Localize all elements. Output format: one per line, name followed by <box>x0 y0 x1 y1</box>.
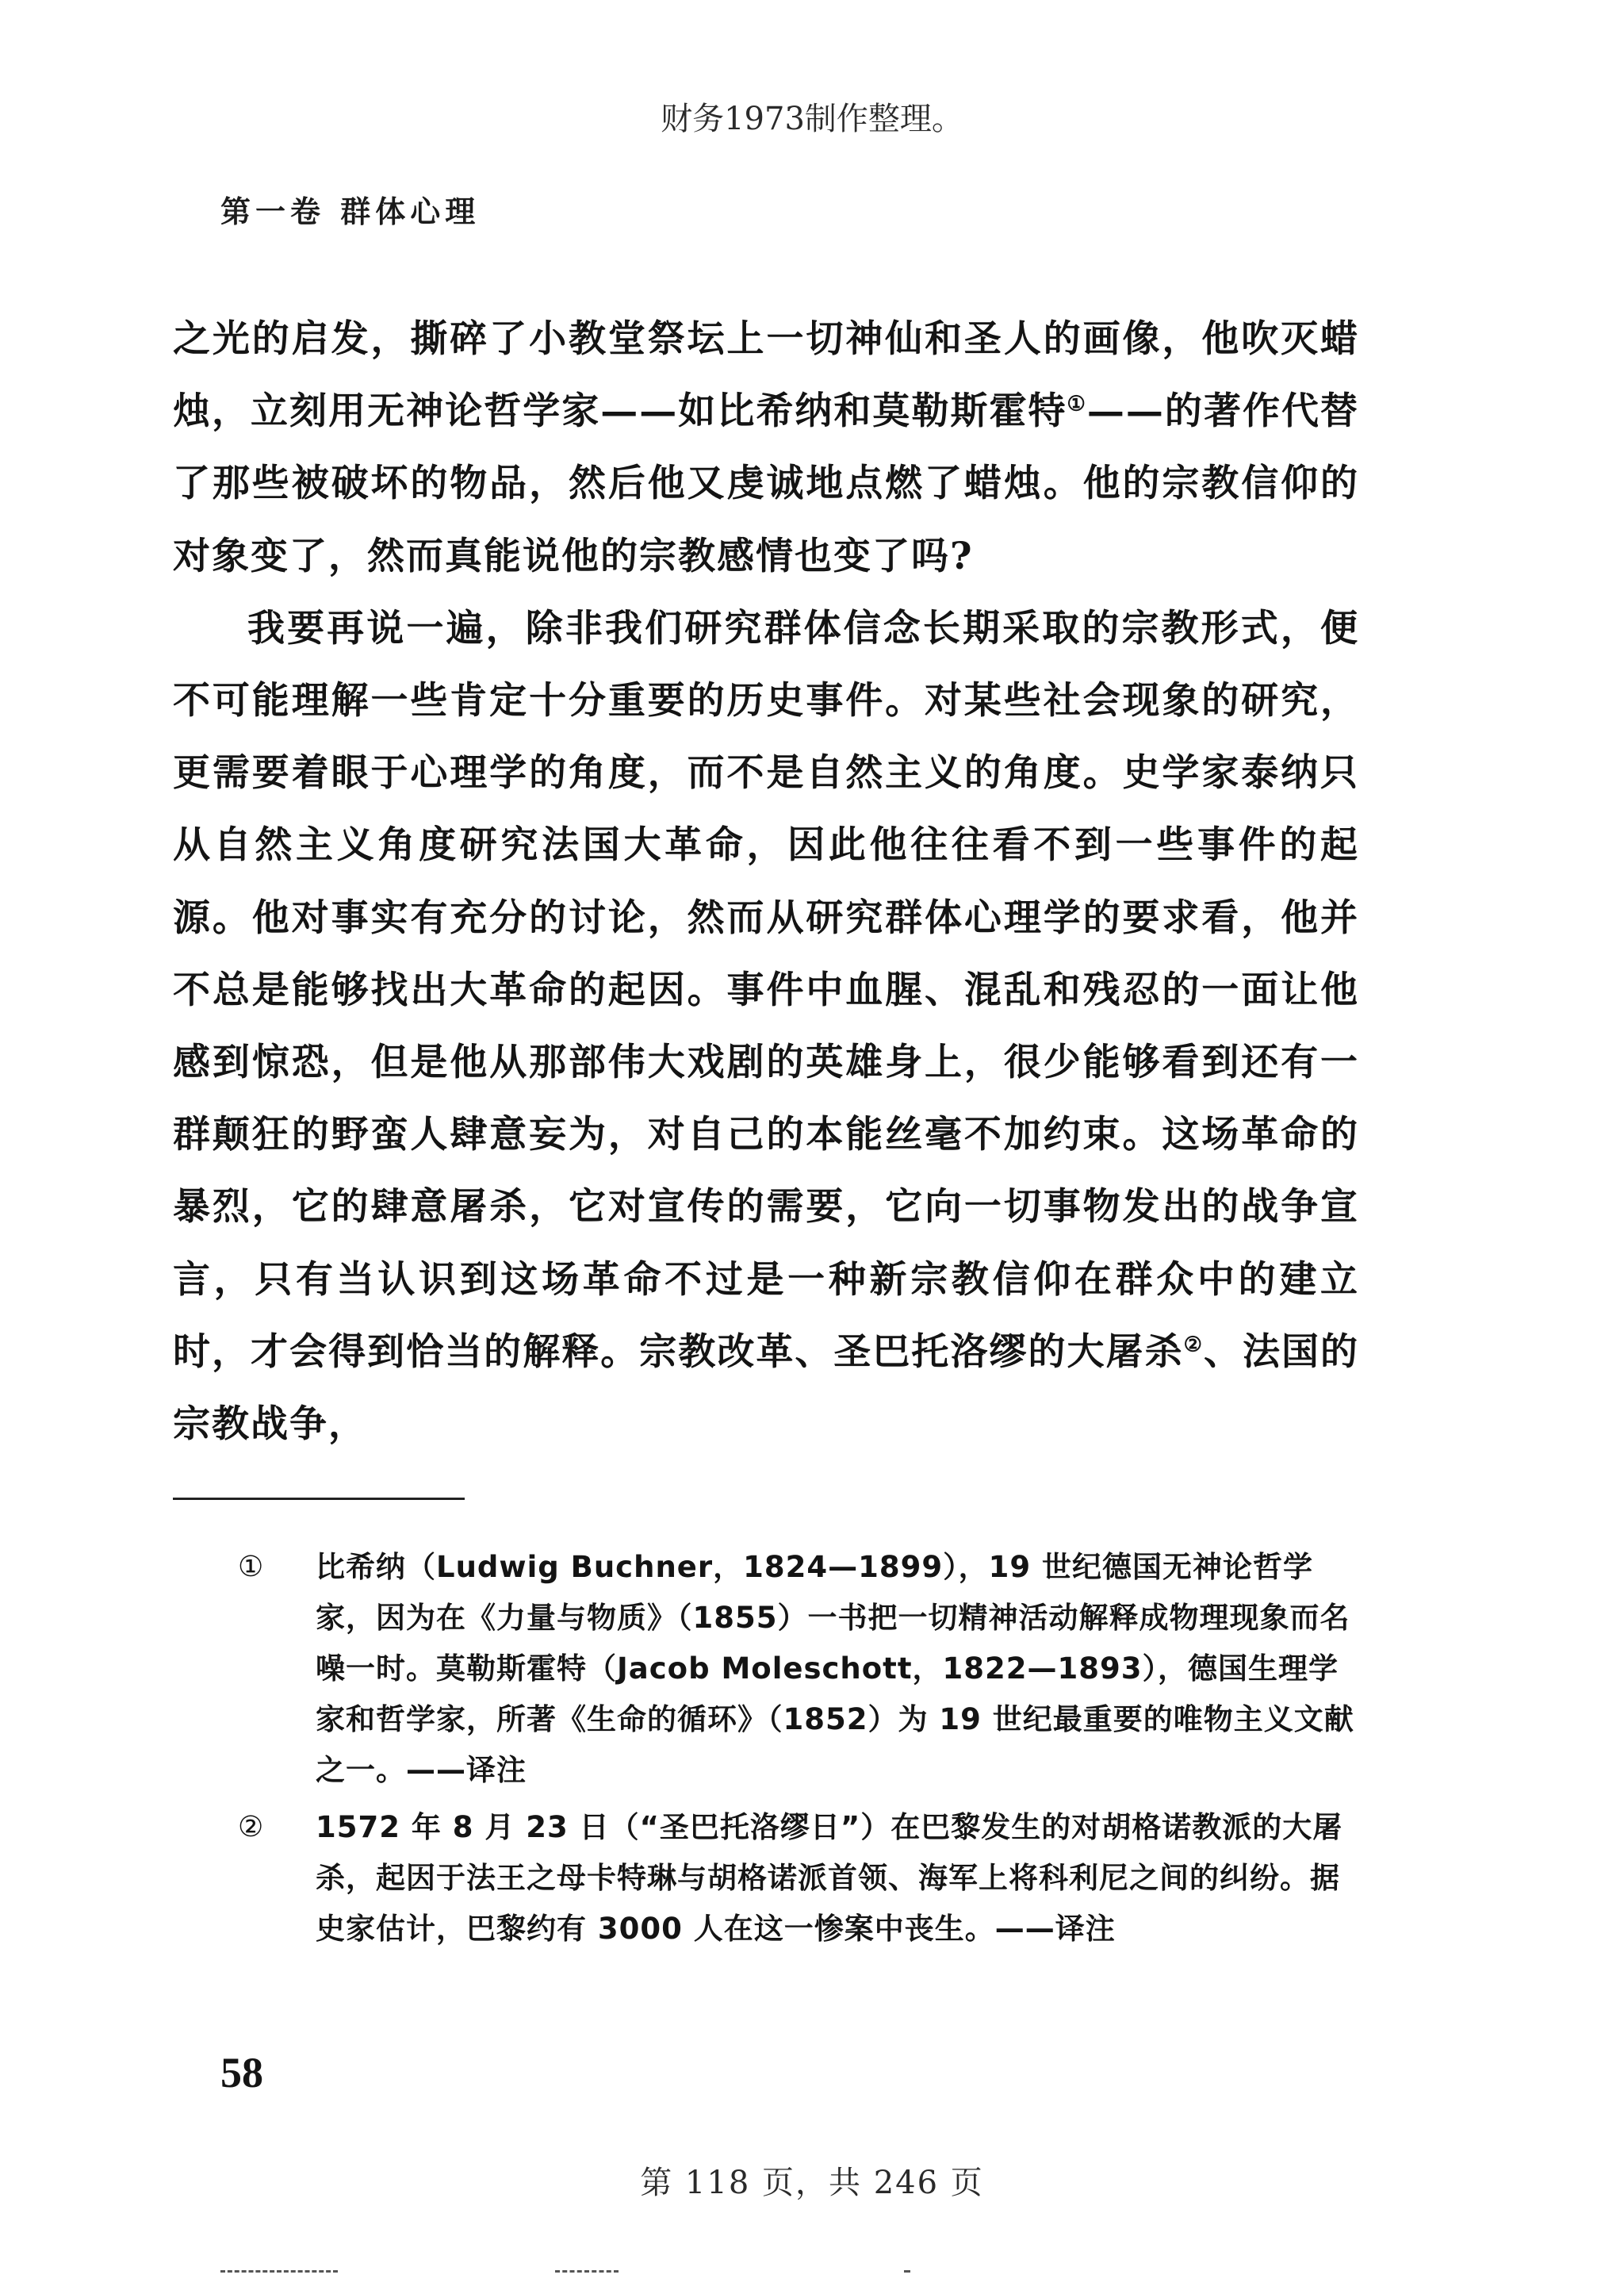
footnote-ref[interactable]: ② <box>1183 1333 1204 1357</box>
footnote-marker: ② <box>238 1811 265 1843</box>
scan-artifact <box>220 2270 338 2273</box>
page-count-indicator: 第 118 页，共 246 页 <box>640 2165 984 2201</box>
page-number: 58 <box>220 2049 263 2096</box>
footnote-ref[interactable]: ① <box>1067 392 1087 416</box>
footnote-marker: ① <box>238 1551 265 1583</box>
paragraph-text: ——的著作代替了那些被破坏的物品，然后他又虔诚地点燃了蜡烛。他的宗教信仰的对象变了，然而真能说他的宗教感情也变了吗? <box>173 389 1360 578</box>
footnotes <box>173 1542 1354 1961</box>
body-text <box>173 303 1359 1460</box>
footnote <box>173 1542 1354 1796</box>
footnote-text: 比希纳（Ludwig Buchner，1824—1899），19 世纪德国无神论哲学家，因为在《力量与物质》（1855）一书把一切精神活动解释成物理现象而名噪一时。莫勒斯霍特（Jacob Moleschott，1822—1893），德国生理学家和哲学家，所著《生命的循环》（1852）为 19 世纪最重要的唯物主义文献之一。——译注 <box>316 1550 1354 1787</box>
running-header: 第一卷 群体心理 <box>220 194 481 229</box>
paragraph <box>173 593 1359 1460</box>
paragraph-text: 、法国的宗教战争， <box>173 1329 1360 1447</box>
paragraph-text: 我要再说一遍，除非我们研究群体信念长期采取的宗教形式，便不可能理解一些肯定十分重要的历史事件。对某些社会现象的研究，更需要着眼于心理学的角度，而不是自然主义的角度。史学家泰纳只从自然主义角度研究法国大革命，因此他往往看不到一些事件的起源。他对事实有充分的讨论，然而从研究群体心理学的要求看，他并不总是能够找出大革命的起因。事件中血腥、混乱和残忍的一面让他感到惊恐，但是他从那部伟大戏剧的英雄身上，很少能够看到还有一群颠狂的野蛮人肆意妄为，对自己的本能丝毫不加约束。这场革命的暴烈，它的肆意屠杀，它对宣传的需要，它向一切事物发出的战争宣言，只有当认识到这场革命不过是一种新宗教信仰在群众中的建立时，才会得到恰当的解释。宗教改革、圣巴托洛缪的大屠杀 <box>173 606 1359 1374</box>
footnote-text: 1572 年 8 月 23 日（“圣巴托洛缪日”）在巴黎发生的对胡格诺教派的大屠杀，起因于法王之母卡特琳与胡格诺派首领、海军上将科利尼之间的纠纷。据史家估计，巴黎约有 3000 人在这一惨案中丧生。——译注 <box>316 1810 1343 1946</box>
footnote <box>173 1802 1354 1954</box>
scan-artifact <box>904 2270 910 2273</box>
paragraph <box>173 303 1359 593</box>
paragraph-text: 之光的启发，撕碎了小教堂祭坛上一切神仙和圣人的画像，他吹灭蜡烛，立刻用无神论哲学家——如比希纳和莫勒斯霍特 <box>173 317 1359 434</box>
scan-artifact <box>555 2270 619 2273</box>
footnote-divider <box>173 1498 465 1500</box>
watermark-text: 财务1973制作整理。 <box>661 101 963 137</box>
